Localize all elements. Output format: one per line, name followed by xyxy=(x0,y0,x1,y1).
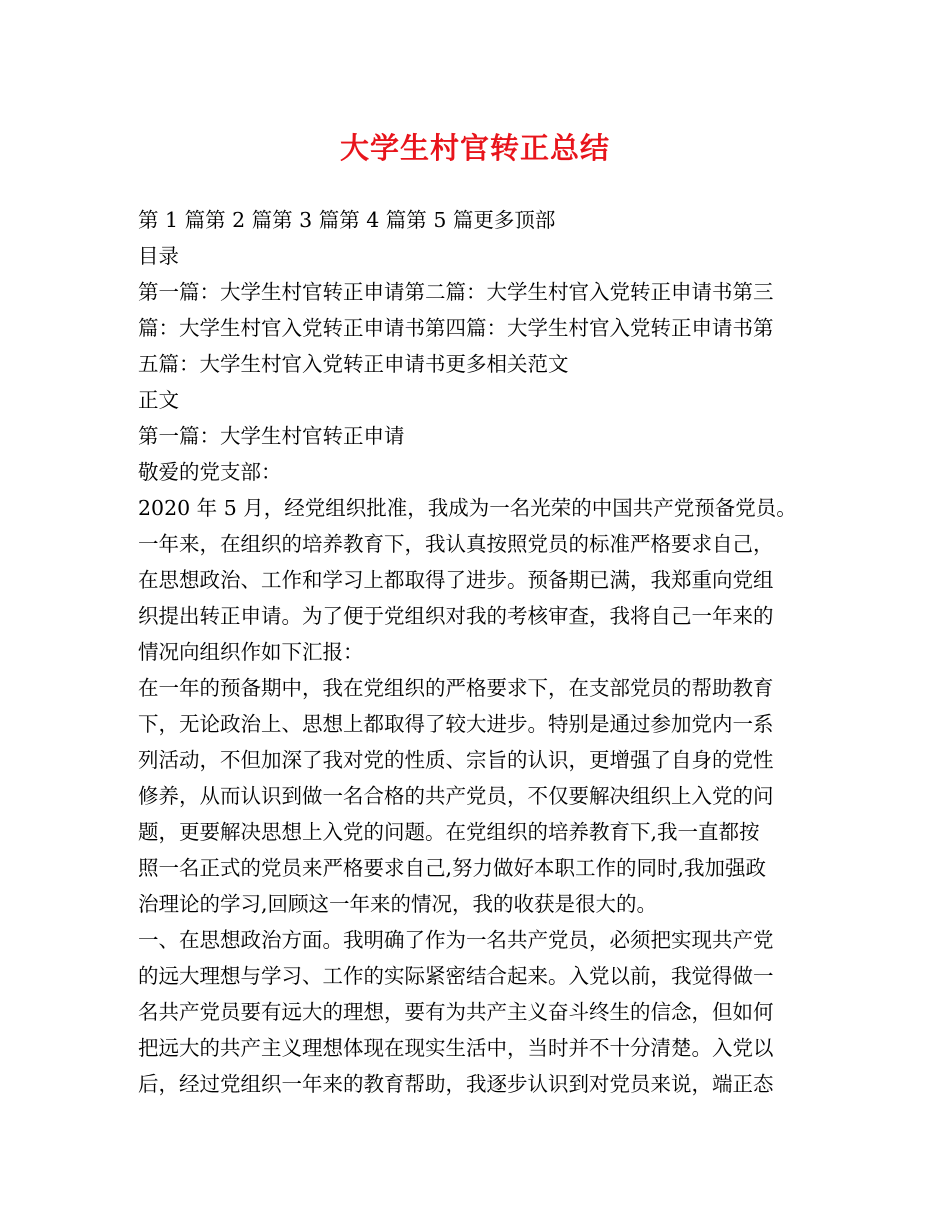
document-title: 大学生村官转正总结 xyxy=(339,131,610,165)
body-text-line: 治理论的学习,回顾这一年来的情况，我的收获是很大的。 xyxy=(138,892,658,916)
document-body xyxy=(138,202,828,1102)
body-text-line: 正文 xyxy=(138,388,179,412)
body-text-line: 把远大的共产主义理想体现在现实生活中，当时并不十分清楚。入党以 xyxy=(138,1036,774,1060)
body-text-line: 名共产党员要有远大的理想，要有为共产主义奋斗终生的信念，但如何 xyxy=(138,1000,774,1024)
body-text-line: 照一名正式的党员来严格要求自己,努力做好本职工作的同时,我加强政 xyxy=(138,856,767,880)
body-text-line: 修养，从而认识到做一名合格的共产党员，不仅要解决组织上入党的问 xyxy=(138,784,774,808)
body-text-line: 的远大理想与学习、工作的实际紧密结合起来。入党以前，我觉得做一 xyxy=(138,964,774,988)
body-text-line: 在一年的预备期中，我在党组织的严格要求下，在支部党员的帮助教育 xyxy=(138,676,774,700)
body-text-line: 2020 年 5 月，经党组织批准，我成为一名光荣的中国共产党预备党员。 xyxy=(138,496,797,520)
body-text-line: 题，更要解决思想上入党的问题。在党组织的培养教育下,我一直都按 xyxy=(138,820,760,844)
body-text-line: 一年来，在组织的培养教育下，我认真按照党员的标准严格要求自己， xyxy=(138,532,774,556)
body-text-line: 后，经过党组织一年来的教育帮助，我逐步认识到对党员来说，端正态 xyxy=(138,1072,774,1096)
body-text-line: 在思想政治、工作和学习上都取得了进步。预备期已满，我郑重向党组 xyxy=(138,568,774,592)
body-text-line: 第 1 篇第 2 篇第 3 篇第 4 篇第 5 篇更多顶部 xyxy=(138,208,556,232)
body-text-line: 列活动，不但加深了我对党的性质、宗旨的认识，更增强了自身的党性 xyxy=(138,748,774,772)
body-text-line: 织提出转正申请。为了便于党组织对我的考核审查，我将自己一年来的 xyxy=(138,604,774,628)
body-text-line: 篇：大学生村官入党转正申请书第四篇：大学生村官入党转正申请书第 xyxy=(138,316,774,340)
body-text-line: 第一篇：大学生村官转正申请 xyxy=(138,424,405,448)
body-text-line: 目录 xyxy=(138,244,179,268)
body-text-line: 下，无论政治上、思想上都取得了较大进步。特别是通过参加党内一系 xyxy=(138,712,774,736)
body-text-line: 第一篇：大学生村官转正申请第二篇：大学生村官入党转正申请书第三 xyxy=(138,280,774,304)
body-text-line: 敬爱的党支部： xyxy=(138,460,282,484)
body-text-line: 情况向组织作如下汇报： xyxy=(138,640,364,664)
body-text-line: 一、在思想政治方面。我明确了作为一名共产党员，必须把实现共产党 xyxy=(138,928,774,952)
body-text-line: 五篇：大学生村官入党转正申请书更多相关范文 xyxy=(138,352,569,376)
